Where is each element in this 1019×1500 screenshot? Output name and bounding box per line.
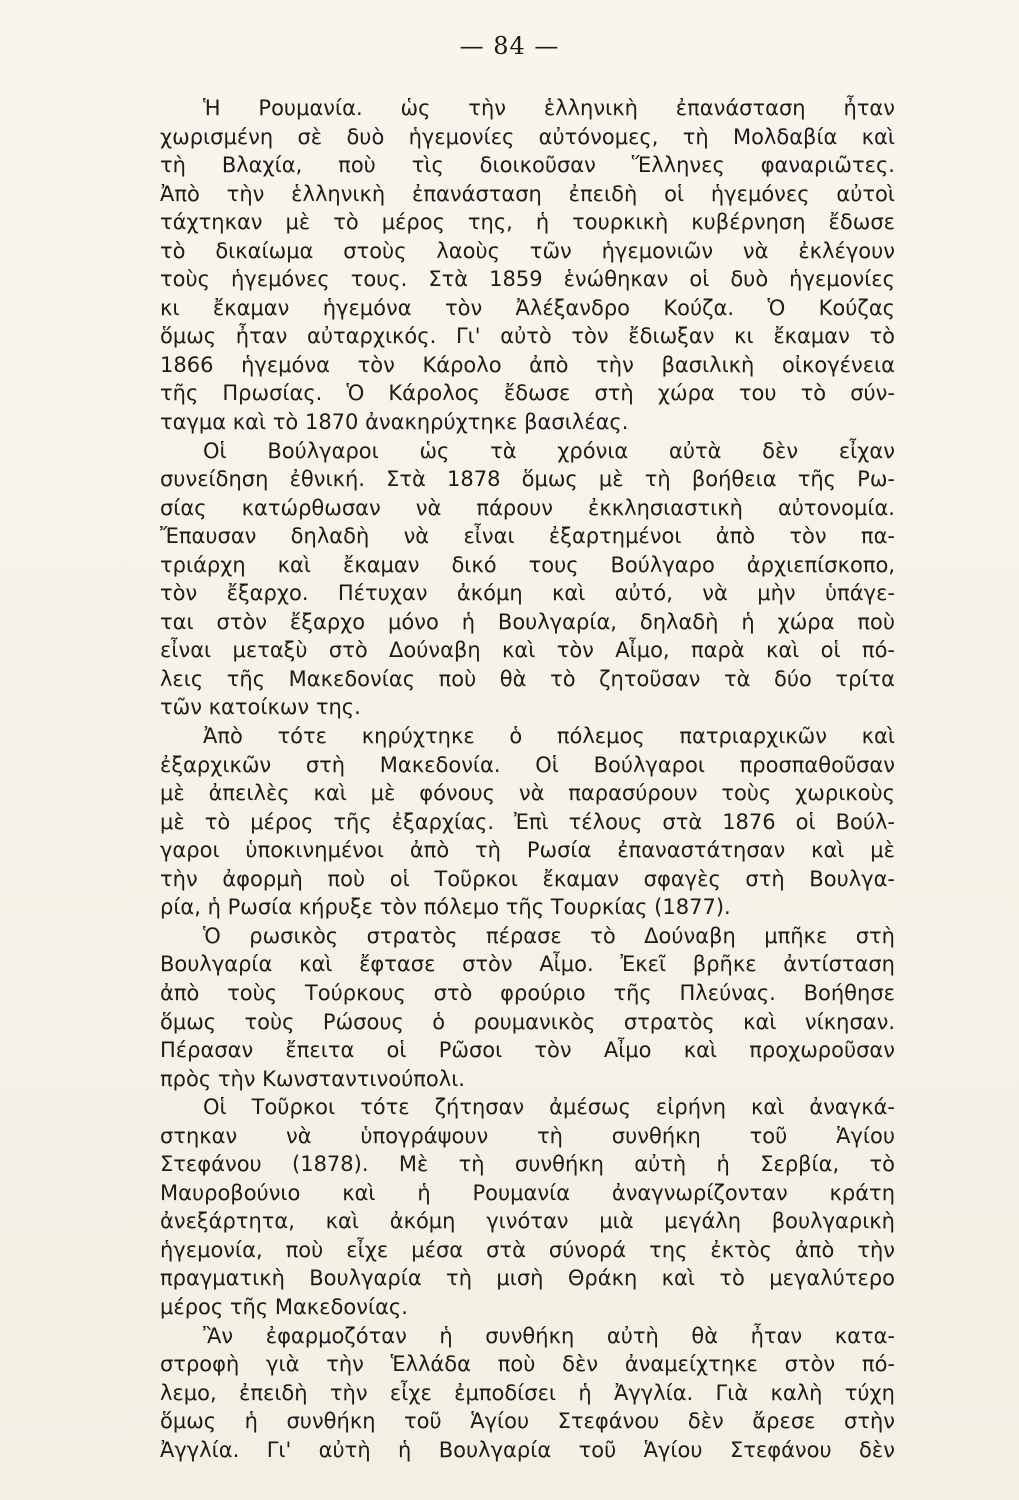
text-line: ὅμως ἦταν αὐταρχικός. Γι' αὐτὸ τὸν ἔδιωξαν κι ἔκαμαν τὸ: [160, 324, 895, 349]
text-line: Οἱ Βούλγαροι ὡς τὰ χρόνια αὐτὰ δὲν εἶχαν: [203, 438, 895, 463]
text-line: κι ἔκαμαν ἡγεμόνα τὸν Ἀλέξανδρο Κούζα. Ὁ Κούζας: [160, 295, 895, 320]
text-line: ταγμα καὶ τὸ 1870 ἀνακηρύχτηκε βασιλέας.: [160, 410, 629, 435]
text-line: πρὸς τὴν Κωνσταντινούπολι.: [160, 1066, 465, 1091]
text-line: μὲ τὸ μέρος τῆς ἐξαρχίας. Ἐπὶ τέλους στὰ 1876 οἱ Βούλ-: [160, 809, 895, 834]
text-line: ται στὸν ἔξαρχο μόνο ἡ Βουλγαρία, δηλαδὴ ἡ χώρα ποὺ: [160, 609, 895, 634]
text-line: σίας κατώρθωσαν νὰ πάρουν ἐκκλησιαστικὴ αὐτονομία.: [160, 495, 895, 520]
text-line: τὸ δικαίωμα στοὺς λαοὺς τῶν ἡγεμονιῶν νὰ ἐκλέγουν: [160, 238, 895, 263]
text-line: Βουλγαρία καὶ ἔφτασε στὸν Αἶμο. Ἐκεῖ βρῆκε ἀντίσταση: [160, 952, 895, 977]
text-line: 1866 ἡγεμόνα τὸν Κάρολο ἀπὸ τὴν βασιλικὴ οἰκογένεια: [160, 352, 895, 377]
text-line: ἀπὸ τοὺς Τούρκους στὸ φρούριο τῆς Πλεύνας. Βοήθησε: [160, 980, 895, 1005]
text-line: Πέρασαν ἔπειτα οἱ Ρῶσοι τὸν Αἶμο καὶ προχωροῦσαν: [160, 1038, 895, 1063]
text-line: Ὁ ρωσικὸς στρατὸς πέρασε τὸ Δούναβη μπῆκε στὴ: [203, 923, 895, 948]
page-number: — 84 —: [459, 32, 560, 60]
text-line: ἡγεμονία, ποὺ εἶχε μέσα στὰ σύνορά της ἐκτὸς ἀπὸ τὴν: [160, 1237, 895, 1262]
text-line: γαροι ὑποκινημένοι ἀπὸ τὴ Ρωσία ἐπαναστάτησαν καὶ μὲ: [160, 838, 895, 863]
text-line: τὴν ἀφορμὴ ποὺ οἱ Τοῦρκοι ἔκαμαν σφαγὲς στὴ Βουλγα-: [160, 866, 895, 891]
text-line: τὸν ἔξαρχο. Πέτυχαν ἀκόμη καὶ αὐτό, νὰ μὴν ὑπάγε-: [160, 581, 895, 606]
text-line: Οἱ Τοῦρκοι τότε ζήτησαν ἀμέσως εἰρήνη καὶ ἀναγκά-: [203, 1095, 895, 1120]
text-line: ὅμως ἡ συνθήκη τοῦ Ἁγίου Στεφάνου δὲν ἄρεσε στὴν: [160, 1409, 895, 1434]
text-line: τῆς Πρωσίας. Ὁ Κάρολος ἔδωσε στὴ χώρα του τὸ σύν-: [160, 381, 895, 406]
text-line: Ἀγγλία. Γι' αὐτὴ ἡ Βουλγαρία τοῦ Ἁγίου Στεφάνου δὲν: [160, 1437, 895, 1462]
text-line: Ἀπὸ τὴν ἑλληνικὴ ἐπανάσταση ἐπειδὴ οἱ ἡγεμόνες αὐτοὶ: [160, 181, 895, 206]
text-line: τῶν κατοίκων της.: [160, 695, 361, 720]
text-line: χωρισμένη σὲ δυὸ ἡγεμονίες αὐτόνομες, τὴ Μολδαβία καὶ: [160, 124, 895, 149]
text-line: λεμο, ἐπειδὴ τὴν εἶχε ἐμποδίσει ἡ Ἀγγλία. Γιὰ καλὴ τύχη: [160, 1380, 895, 1405]
text-line: Ἡ Ρουμανία. ὡς τὴν ἑλληνικὴ ἐπανάσταση ἦταν: [203, 96, 895, 120]
text-line: ρία, ἡ Ρωσία κήρυξε τὸν πόλεμο τῆς Τουρκίας (1877).: [160, 895, 731, 920]
text-line: Ἔπαυσαν δηλαδὴ νὰ εἶναι ἐξαρτημένοι ἀπὸ τὸν πα-: [160, 524, 895, 549]
text-line: λεις τῆς Μακεδονίας ποὺ θὰ τὸ ζητοῦσαν τὰ δύο τρίτα: [160, 666, 895, 691]
text-line: συνείδηση ἐθνική. Στὰ 1878 ὅμως μὲ τὴ βοήθεια τῆς Ρω-: [160, 467, 895, 492]
text-line: ἀνεξάρτητα, καὶ ἀκόμη γινόταν μιὰ μεγάλη βουλγαρικὴ: [160, 1209, 895, 1234]
text-line: Μαυροβούνιο καὶ ἡ Ρουμανία ἀναγνωρίζονταν κράτη: [160, 1180, 895, 1205]
text-line: πραγματικὴ Βουλγαρία τὴ μισὴ Θράκη καὶ τὸ μεγαλύτερο: [160, 1266, 895, 1291]
text-line: τὴ Βλαχία, ποὺ τὶς διοικοῦσαν Ἕλληνες φαναριῶτες.: [160, 153, 895, 178]
text-line: τάχτηκαν μὲ τὸ μέρος της, ἡ τουρκικὴ κυβέρνηση ἔδωσε: [160, 210, 895, 235]
text-line: τοὺς ἡγεμόνες τους. Στὰ 1859 ἑνώθηκαν οἱ δυὸ ἡγεμονίες: [160, 267, 895, 292]
text-line: στροφὴ γιὰ τὴν Ἑλλάδα ποὺ δὲν ἀναμείχτηκε στὸν πό-: [160, 1352, 895, 1377]
text-line: ὅμως τοὺς Ρώσους ὁ ρουμανικὸς στρατὸς καὶ νίκησαν.: [160, 1009, 895, 1034]
text-line: μὲ ἀπειλὲς καὶ μὲ φόνους νὰ παρασύρουν τοὺς χωρικοὺς: [160, 781, 895, 806]
text-line: στηκαν νὰ ὑπογράψουν τὴ συνθήκη τοῦ Ἁγίου: [160, 1123, 895, 1148]
text-line: Ἀπὸ τότε κηρύχτηκε ὁ πόλεμος πατριαρχικῶν καὶ: [203, 724, 895, 749]
text-line: τριάρχη καὶ ἔκαμαν δικό τους Βούλγαρο ἀρχιεπίσκοπο,: [160, 552, 895, 577]
text-line: μέρος τῆς Μακεδονίας.: [160, 1294, 408, 1319]
text-line: εἶναι μεταξὺ στὸ Δούναβη καὶ τὸν Αἶμο, παρὰ καὶ οἱ πό-: [160, 638, 895, 663]
text-line: Στεφάνου (1878). Μὲ τὴ συνθήκη αὐτὴ ἡ Σερβία, τὸ: [160, 1152, 895, 1177]
text-line: ἐξαρχικῶν στὴ Μακεδονία. Οἱ Βούλγαροι προσπαθοῦσαν: [160, 752, 895, 777]
body-text: [160, 94, 895, 1464]
text-line: Ἂν ἐφαρμοζόταν ἡ συνθήκη αὐτὴ θὰ ἦταν κατα-: [203, 1323, 895, 1348]
